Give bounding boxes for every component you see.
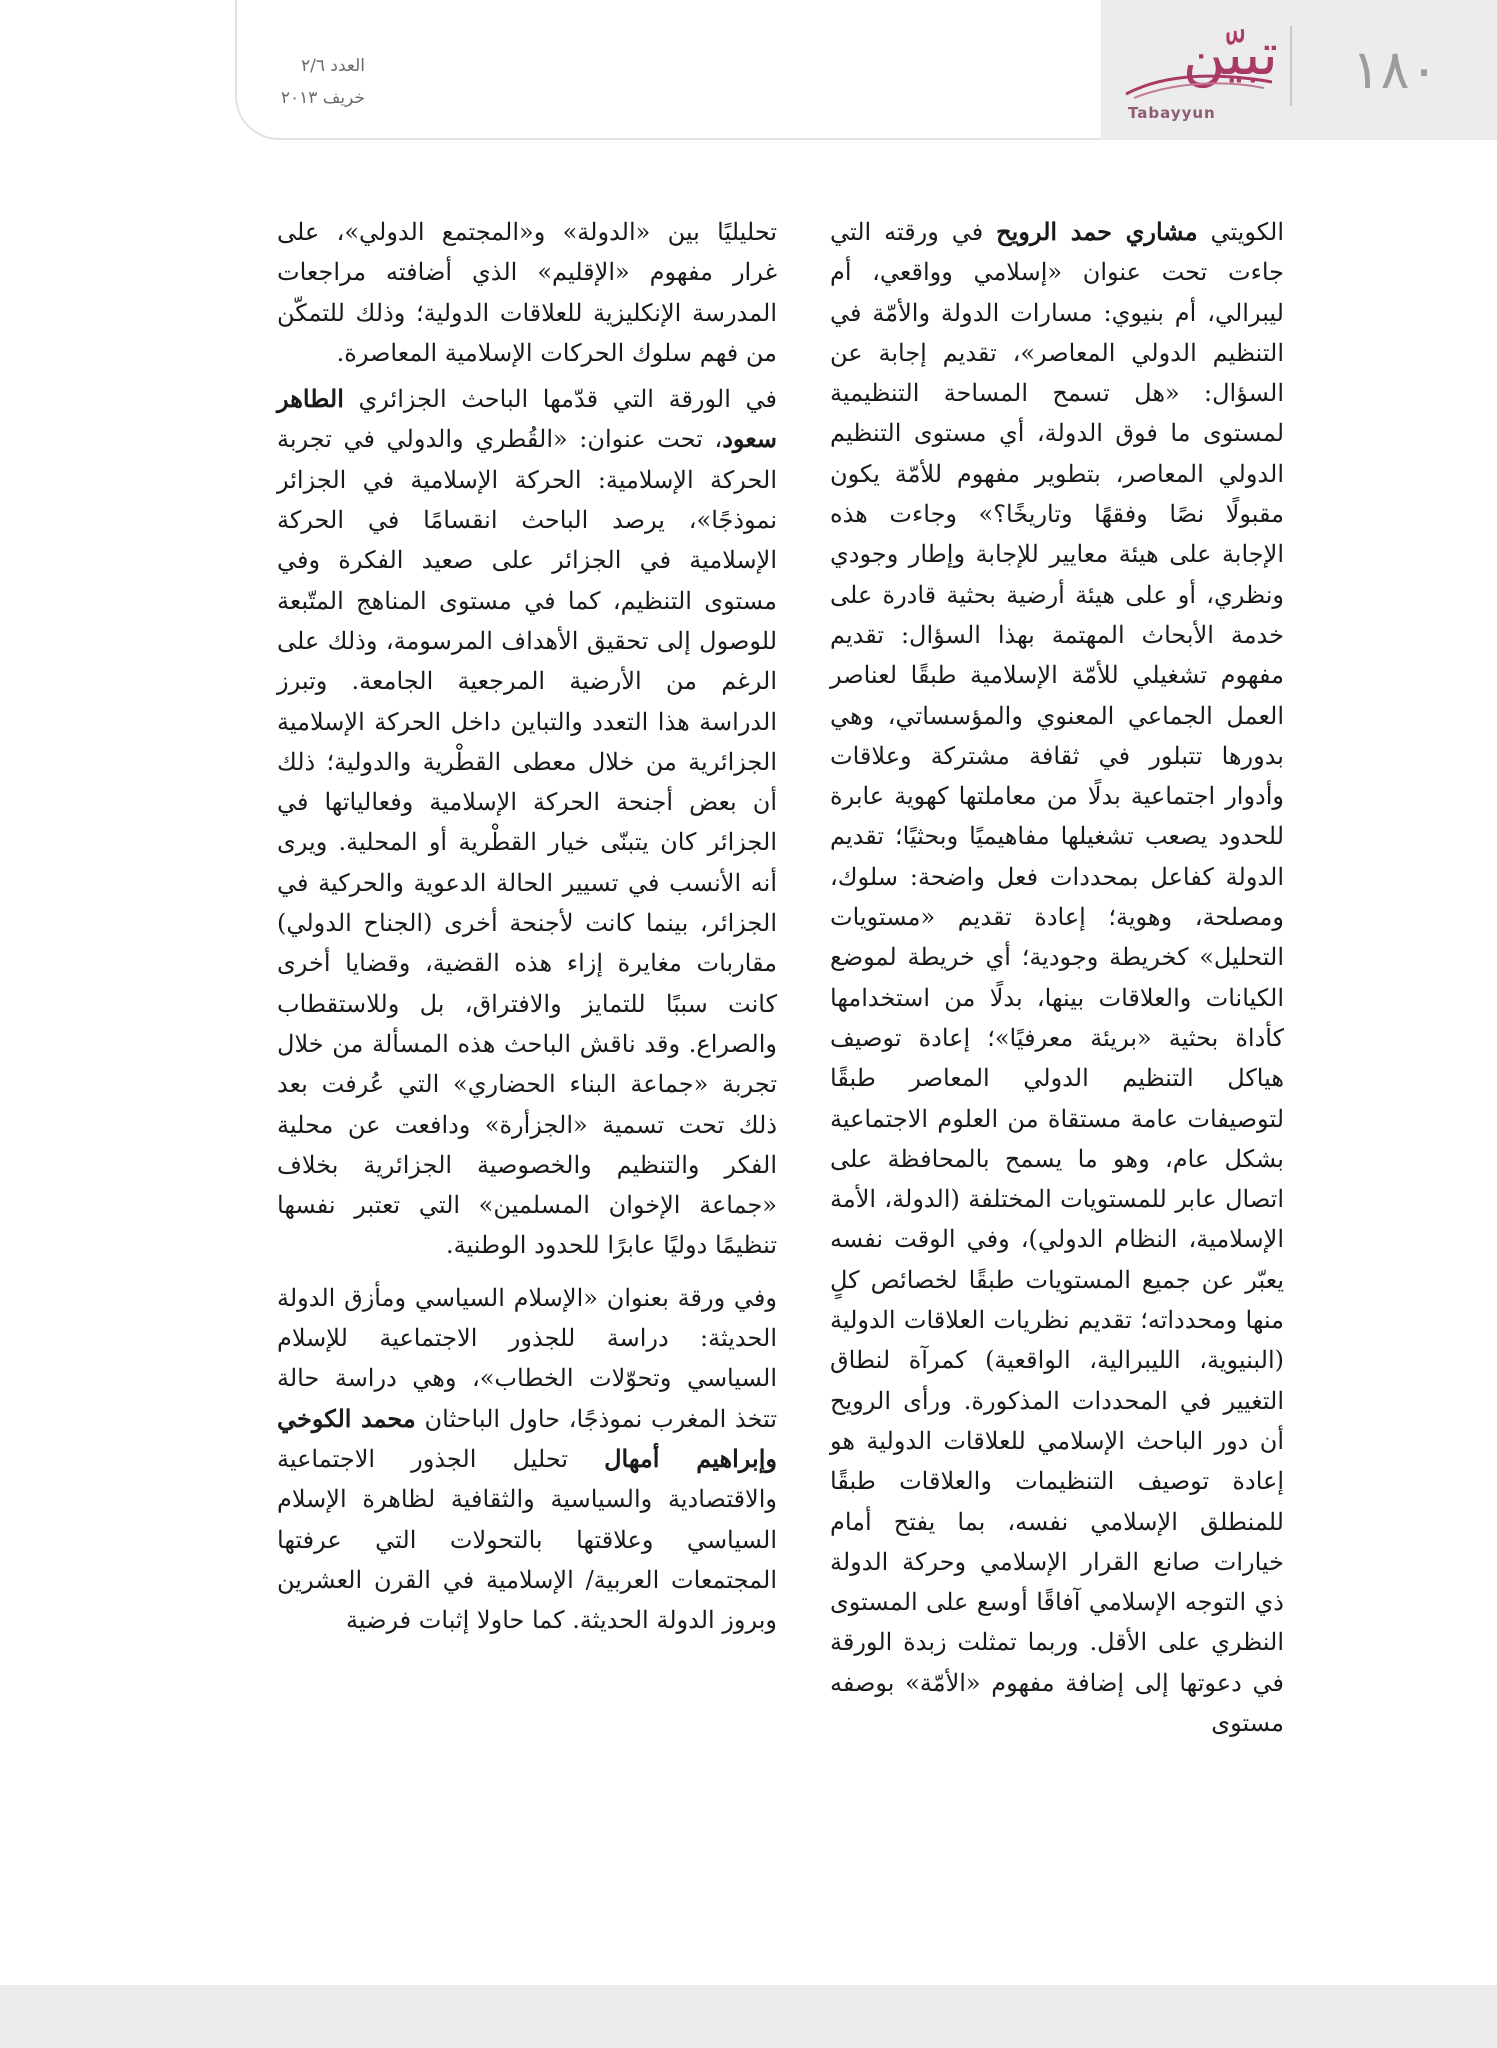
header-divider — [1290, 26, 1292, 106]
right-paragraph-1 — [830, 212, 1284, 1743]
left-paragraph-2 — [277, 379, 777, 1266]
page-footer-band — [0, 1985, 1497, 2048]
text-run: ، تحت عنوان: «القُطري والدولي في تجربة الحركة الإسلامية: الحركة الإسلامية في الجزائر نموذجًا»، يرصد الباحث انقسامًا في الحركة الإسلامية في الجزائر على صعيد الفكرة وفي مستوى التنظيم، كما في مستوى المناهج المتّبعة للوصول إلى تحقيق الأهداف المرسومة، وذلك على الرغم من الأرضية المرجعية الجامعة. وتبرز الدراسة هذا التعدد والتباين داخل الحركة الإسلامية الجزائرية من خلال معطى القطْرية والدولية؛ ذلك أن بعض أجنحة الحركة الإسلامية وفعالياتها في الجزائر كان يتبنّى خيار القطْرية أو المحلية. ويرى أنه الأنسب في تسيير الحالة الدعوية والحركية في الجزائر، بينما كانت لأجنحة أخرى (الجناح الدولي) مقاربات مغايرة إزاء هذه القضية، وقضايا أخرى كانت سببًا للتمايز والافتراق، بل وللاستقطاب والصراع. وقد ناقش الباحث هذه المسألة من خلال تجربة «جماعة البناء الحضاري» التي عُرفت بعد ذلك تحت تسمية «الجزأرة» ودافعت عن محلية الفكر والتنظيم والخصوصية الجزائرية بخلاف «جماعة الإخوان المسلمين» التي تعتبر نفسها تنظيمًا دوليًا عابرًا للحدود الوطنية. — [277, 425, 777, 1260]
text-run: وفي ورقة بعنوان «الإسلام السياسي ومأزق الدولة الحديثة: دراسة للجذور الاجتماعية للإسلام السياسي وتحوّلات الخطاب»، وهي دراسة حالة تتخذ المغرب نموذجًا، حاول الباحثان — [277, 1283, 777, 1433]
author-name: مشاري حمد الرويح — [996, 217, 1198, 246]
header-paper-tab — [235, 0, 1103, 140]
issue-season: خريف ٢٠١٣ — [280, 88, 365, 108]
logo-latin-text: Tabayyun — [1128, 104, 1216, 122]
tabayyun-logo — [1124, 20, 1284, 126]
page-number: ١٨٠ — [1351, 38, 1439, 101]
logo-arabic-text: تبيّن — [1182, 20, 1278, 88]
text-run: في الورقة التي قدّمها الباحث الجزائري — [343, 385, 777, 414]
issue-number: العدد ٢/٦ — [300, 56, 365, 76]
text-run: في ورقته التي جاءت تحت عنوان «إسلامي وواقعي، أم ليبرالي، أم بنيوي: مسارات الدولة والأمّة في التنظيم الدولي المعاصر»، تقديم إجابة عن السؤال: «هل تسمح المساحة التنظيمية لمستوى ما فوق الدولة، أي مستوى التنظيم الدولي المعاصر، بتطوير مفهوم للأمّة يكون مقبولًا نصًا وفقهًا وتاريخًا؟» وجاءت هذه الإجابة على هيئة معايير للإجابة وإطار وجودي ونظري، أو على هيئة أرضية بحثية قادرة على خدمة الأبحاث المهتمة بهذا السؤال: تقديم مفهوم تشغيلي للأمّة الإسلامية طبقًا لعناصر العمل الجماعي المعنوي والمؤسساتي، وهي بدورها تتبلور في ثقافة مشتركة وعلاقات وأدوار اجتماعية بدلًا من معاملتها كهوية عابرة للحدود يصعب تشغيلها مفاهيميًا وبحثيًا؛ تقديم الدولة كفاعل بمحددات فعل واضحة: سلوك، ومصلحة، وهوية؛ إعادة تقديم «مستويات التحليل» كخريطة وجودية؛ أي خريطة لموضع الكيانات والعلاقات بينها، بدلًا من استخدامها كأداة بحثية «بريئة معرفيًا»؛ إعادة توصيف هياكل التنظيم الدولي المعاصر طبقًا لتوصيفات عامة مستقاة من العلوم الاجتماعية بشكل عام، وهو ما يسمح بالمحافظة على اتصال عابر للمستويات المختلفة (الدولة، الأمة الإسلامية، النظام الدولي)، وفي الوقت نفسه يعبّر عن جميع المستويات طبقًا لخصائص كلٍ منها ومحدداته؛ تقديم نظريات العلاقات الدولية (البنيوية، الليبرالية، الواقعية) كمرآة لنطاق التغيير في المحددات المذكورة. ورأى الرويح أن دور الباحث الإسلامي للعلاقات الدولية هو إعادة توصيف التنظيمات والعلاقات طبقًا للمنطلق الإسلامي نفسه، بما يفتح أمام خيارات صانع القرار الإسلامي وحركة الدولة ذي التوجه الإسلامي آفاقًا أوسع على المستوى النظري على الأقل. وربما تمثلت زبدة الورقة في دعوتها إلى إضافة مفهوم «الأمّة» بوصفه مستوى — [830, 218, 1284, 1737]
text-run: الكويتي — [1197, 218, 1284, 246]
author-name: الطاهر سعود — [277, 384, 777, 454]
logo-swoosh-icon — [1124, 64, 1274, 104]
right-column — [830, 212, 1284, 1749]
page-header — [0, 0, 1497, 140]
text-run: تحليل الجذور الاجتماعية والاقتصادية والسياسية والثقافية لظاهرة الإسلام السياسي وعلاقتها بالتحولات التي عرفتها المجتمعات العربية/ الإسلامية في القرن العشرين وبروز الدولة الحديثة. كما حاولا إثبات فرضية — [277, 1444, 777, 1635]
issue-info — [255, 50, 365, 114]
author-names: محمد الكوخي وإبراهيم أمهال — [277, 1403, 777, 1473]
left-column — [277, 212, 777, 1646]
left-paragraph-3 — [277, 1278, 777, 1641]
left-paragraph-1: تحليليًا بين «الدولة» و«المجتمع الدولي»، على غرار مفهوم «الإقليم» الذي أضافته مراجعات المدرسة الإنكليزية للعلاقات الدولية؛ وذلك للتمكّن من فهم سلوك الحركات الإسلامية المعاصرة. — [277, 218, 777, 367]
